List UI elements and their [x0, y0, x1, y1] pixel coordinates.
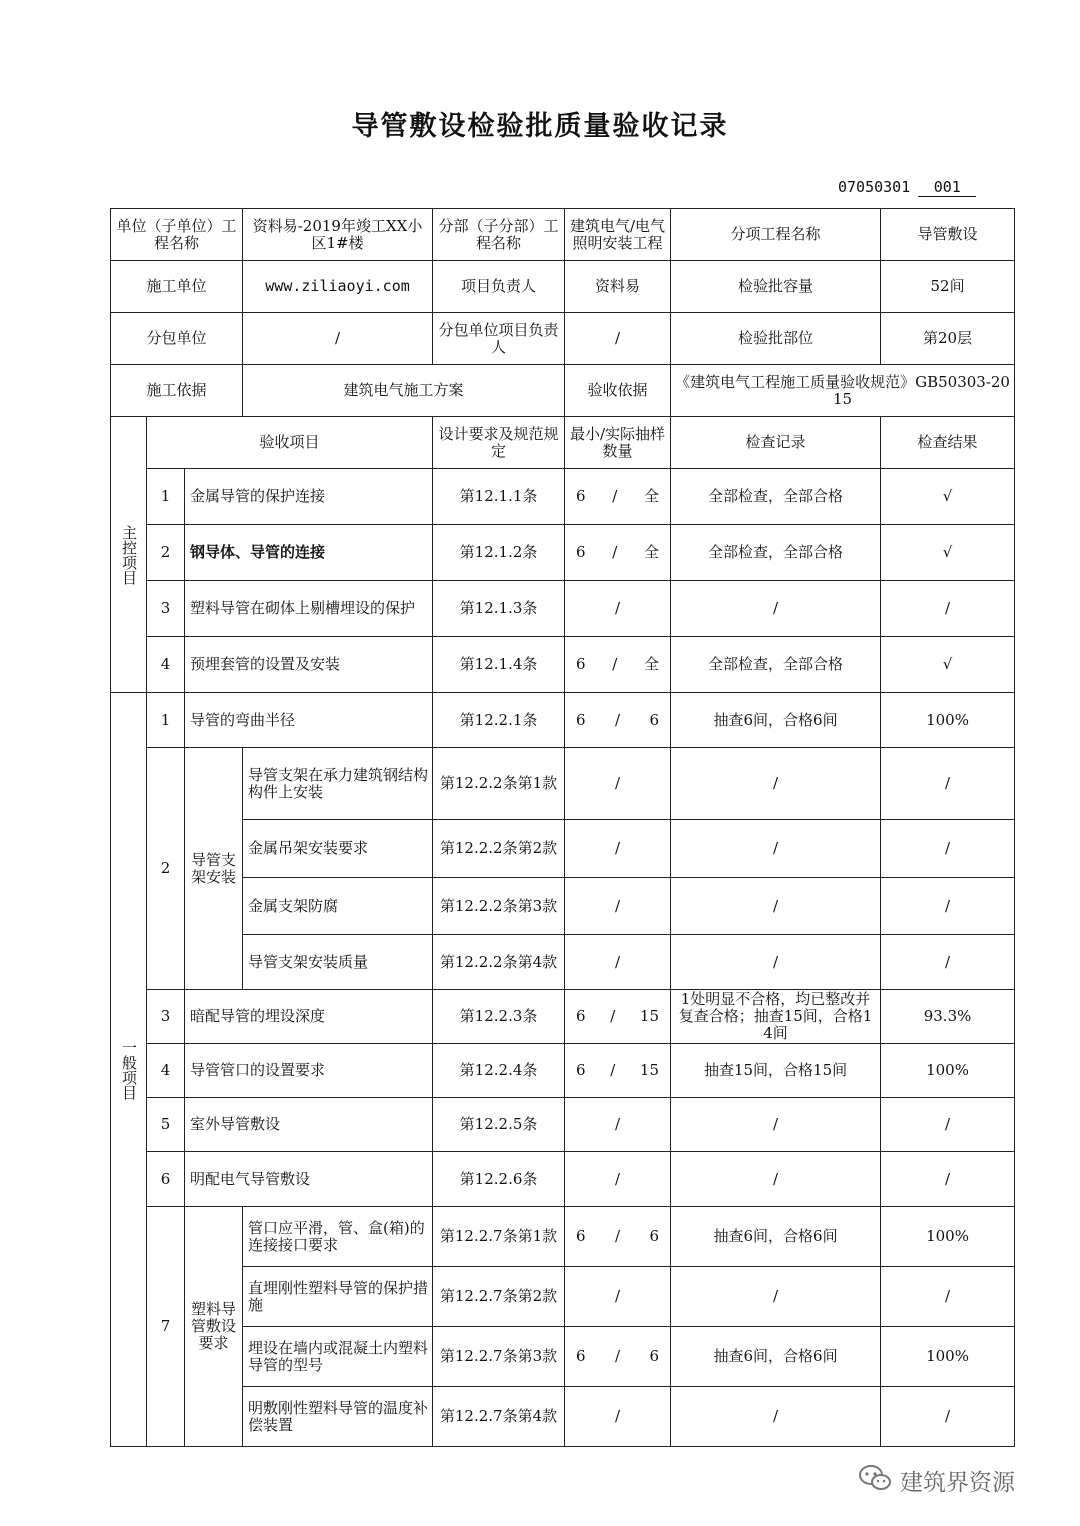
sub-item-name: 明敷刚性塑料导管的温度补偿装置 [243, 1387, 433, 1447]
table-row [111, 1098, 1015, 1152]
sample-sep: / [612, 543, 618, 561]
capacity-value: 52间 [881, 261, 1015, 313]
item-record: 全部检查，全部合格 [671, 469, 881, 525]
inspection-table [110, 208, 1015, 1447]
table-row [111, 820, 1015, 878]
subcontract-value: / [243, 313, 433, 365]
sample-min: 6 [576, 1347, 586, 1365]
item-sample [565, 1207, 671, 1267]
table-row [111, 1387, 1015, 1447]
watermark-text: 建筑界资源 [900, 1469, 1015, 1496]
sample-sep: / [610, 1061, 616, 1079]
item-clause: 第12.2.7条第1款 [433, 1207, 565, 1267]
item-result: √ [881, 525, 1015, 581]
item-name: 预埋套管的设置及安装 [185, 637, 433, 693]
item-result: / [881, 1098, 1015, 1152]
page-title: 导管敷设检验批质量验收记录 [351, 111, 729, 142]
item-clause: 第12.2.6条 [433, 1152, 565, 1207]
item-result: 100% [881, 1207, 1015, 1267]
item-sample: / [565, 935, 671, 990]
builder-value: www.ziliaoyi.com [243, 261, 433, 313]
item-clause: 第12.1.4条 [433, 637, 565, 693]
table-row [111, 1207, 1015, 1267]
sample-actual: 6 [649, 1347, 660, 1365]
sample-min: 6 [576, 543, 586, 561]
unit-label: 单位（子单位）工程名称 [111, 209, 243, 261]
submgr-label: 分包单位项目负责人 [433, 313, 565, 365]
item-sample [565, 469, 671, 525]
col-record: 检查记录 [671, 417, 881, 469]
item-sample: / [565, 581, 671, 637]
item-sample: / [565, 748, 671, 820]
col-design: 设计要求及规范规定 [433, 417, 565, 469]
item-value: 导管敷设 [881, 209, 1015, 261]
basis-label: 施工依据 [111, 365, 243, 417]
sample-actual: 15 [639, 1061, 660, 1079]
sample-min: 6 [576, 1227, 586, 1245]
item-clause: 第12.2.2条第1款 [433, 748, 565, 820]
item-sample: / [565, 1098, 671, 1152]
col-result: 检查结果 [881, 417, 1015, 469]
table-row [111, 1044, 1015, 1098]
location-value: 第20层 [881, 313, 1015, 365]
item-clause: 第12.2.4条 [433, 1044, 565, 1098]
unit-value: 资料易-2019年竣工XX小区1#楼 [243, 209, 433, 261]
item-record: / [671, 878, 881, 935]
item-name: 暗配导管的埋设深度 [185, 990, 433, 1044]
record-code [838, 178, 1014, 197]
item-result: / [881, 820, 1015, 878]
general-group-cell [111, 693, 147, 1447]
item-record: / [671, 581, 881, 637]
table-row [111, 878, 1015, 935]
item-record: 抽查6间，合格6间 [671, 1327, 881, 1387]
sample-sep: / [612, 487, 618, 505]
sub-item-name: 导管支架安装质量 [243, 935, 433, 990]
sub-item-name: 直埋刚性塑料导管的保护措施 [243, 1267, 433, 1327]
submgr-value: / [565, 313, 671, 365]
item-record: / [671, 1152, 881, 1207]
item-result: / [881, 935, 1015, 990]
main-group-cell [111, 417, 147, 693]
item-record: / [671, 1387, 881, 1447]
item-name: 室外导管敷设 [185, 1098, 433, 1152]
column-header-row [111, 417, 1015, 469]
sample-actual: 6 [649, 710, 660, 729]
item-record: 抽查15间，合格15间 [671, 1044, 881, 1098]
item-sample [565, 525, 671, 581]
sub-label: 分部（子分部）工程名称 [433, 209, 565, 261]
item-record: 全部检查，全部合格 [671, 637, 881, 693]
item-result: √ [881, 469, 1015, 525]
sub-item-name: 埋设在墙内或混凝土内塑料导管的型号 [243, 1327, 433, 1387]
subcontract-label: 分包单位 [111, 313, 243, 365]
item-clause: 第12.2.2条第2款 [433, 820, 565, 878]
item-sample: / [565, 878, 671, 935]
builder-label: 施工单位 [111, 261, 243, 313]
item-clause: 第12.2.2条第3款 [433, 878, 565, 935]
sample-min: 6 [576, 487, 586, 505]
sample-min: 6 [576, 710, 586, 729]
item-clause: 第12.1.2条 [433, 525, 565, 581]
item-result: / [881, 1152, 1015, 1207]
sample-actual: 6 [649, 1227, 660, 1245]
item-record: / [671, 1267, 881, 1327]
accept-value: 《建筑电气工程施工质量验收规范》GB50303-2015 [671, 365, 1015, 417]
item-record: 1处明显不合格，均已整改并复查合格；抽查15间，合格14间 [671, 990, 881, 1044]
item-no: 7 [147, 1207, 185, 1447]
sample-actual: 全 [644, 655, 660, 673]
item-no: 1 [147, 693, 185, 748]
code-serial: 001 [918, 178, 976, 197]
sub-item-name: 管口应平滑，管、盒(箱)的连接接口要求 [243, 1207, 433, 1267]
header-row-2 [111, 261, 1015, 313]
item-record: / [671, 1098, 881, 1152]
table-row [111, 990, 1015, 1044]
table-row [111, 1152, 1015, 1207]
sample-min: 6 [576, 1007, 586, 1025]
item-label: 分项工程名称 [671, 209, 881, 261]
item-sample: / [565, 820, 671, 878]
item-result: 93.3% [881, 990, 1015, 1044]
table-row [111, 693, 1015, 748]
table-row [111, 1267, 1015, 1327]
item-no: 3 [147, 990, 185, 1044]
item-sample [565, 1044, 671, 1098]
item-no: 2 [147, 525, 185, 581]
item-result: 100% [881, 1044, 1015, 1098]
item-name: 明配电气导管敷设 [185, 1152, 433, 1207]
capacity-label: 检验批容量 [671, 261, 881, 313]
item-clause: 第12.2.7条第3款 [433, 1327, 565, 1387]
sample-sep: / [615, 1227, 621, 1245]
item-clause: 第12.1.3条 [433, 581, 565, 637]
item-no: 1 [147, 469, 185, 525]
item-name: 导管的弯曲半径 [185, 693, 433, 748]
item-no: 4 [147, 1044, 185, 1098]
item-clause: 第12.2.7条第4款 [433, 1387, 565, 1447]
sample-min: 6 [576, 655, 586, 673]
table-row [111, 581, 1015, 637]
item-sample [565, 1327, 671, 1387]
general-group-label: 一般项目 [120, 1039, 138, 1100]
item-result: / [881, 1387, 1015, 1447]
item-result: 100% [881, 693, 1015, 748]
item-sample: / [565, 1387, 671, 1447]
watermark [858, 1462, 1058, 1498]
item-result: / [881, 1267, 1015, 1327]
sub-value: 建筑电气/电气照明安装工程 [565, 209, 671, 261]
item-sample [565, 637, 671, 693]
item-clause: 第12.2.5条 [433, 1098, 565, 1152]
item-sample: / [565, 1267, 671, 1327]
accept-label: 验收依据 [565, 365, 671, 417]
manager-label: 项目负责人 [433, 261, 565, 313]
item-result: / [881, 748, 1015, 820]
item-result: √ [881, 637, 1015, 693]
sub-item-name: 金属吊架安装要求 [243, 820, 433, 878]
col-sample: 最小/实际抽样数量 [565, 417, 671, 469]
sample-sep: / [615, 710, 621, 729]
sample-sep: / [610, 1007, 616, 1025]
item-sample: / [565, 1152, 671, 1207]
item-no: 4 [147, 637, 185, 693]
sample-actual: 15 [639, 1007, 660, 1025]
code-main: 07050301 [838, 178, 911, 196]
sample-actual: 全 [644, 543, 660, 561]
sample-actual: 全 [644, 487, 660, 505]
sample-sep: / [612, 655, 618, 673]
table-row [111, 469, 1015, 525]
item-record: 抽查6间，合格6间 [671, 693, 881, 748]
item-group-name: 导管支架安装 [185, 748, 243, 990]
table-row [111, 637, 1015, 693]
item-clause: 第12.1.1条 [433, 469, 565, 525]
table-row [111, 935, 1015, 990]
item-name: 导管管口的设置要求 [185, 1044, 433, 1098]
item-clause: 第12.2.7条第2款 [433, 1267, 565, 1327]
item-sample [565, 990, 671, 1044]
table-row [111, 525, 1015, 581]
item-sample [565, 693, 671, 748]
item-no: 2 [147, 748, 185, 990]
table-row [111, 748, 1015, 820]
item-name: 金属导管的保护连接 [185, 469, 433, 525]
item-record: / [671, 820, 881, 878]
item-name: 塑料导管在砌体上剔槽埋设的保护 [185, 581, 433, 637]
item-record: / [671, 748, 881, 820]
header-row-3 [111, 313, 1015, 365]
item-group-name: 塑料导管敷设要求 [185, 1207, 243, 1447]
item-record: 抽查6间，合格6间 [671, 1207, 881, 1267]
item-name: 钢导体、导管的连接 [185, 525, 433, 581]
item-clause: 第12.2.3条 [433, 990, 565, 1044]
item-result: 100% [881, 1327, 1015, 1387]
header-row-4 [111, 365, 1015, 417]
item-result: / [881, 878, 1015, 935]
header-row-1 [111, 209, 1015, 261]
sub-item-name: 导管支架在承力建筑钢结构构件上安装 [243, 748, 433, 820]
col-item: 验收项目 [147, 417, 433, 469]
table-row [111, 1327, 1015, 1387]
sample-min: 6 [576, 1061, 586, 1079]
item-record: 全部检查，全部合格 [671, 525, 881, 581]
main-group-label: 主控项目 [120, 524, 138, 585]
item-clause: 第12.2.2条第4款 [433, 935, 565, 990]
sample-sep: / [615, 1347, 621, 1365]
item-no: 6 [147, 1152, 185, 1207]
item-record: / [671, 935, 881, 990]
location-label: 检验批部位 [671, 313, 881, 365]
item-clause: 第12.2.1条 [433, 693, 565, 748]
basis-value: 建筑电气施工方案 [243, 365, 565, 417]
item-no: 3 [147, 581, 185, 637]
item-no: 5 [147, 1098, 185, 1152]
wechat-icon [858, 1463, 892, 1497]
manager-value: 资料易 [565, 261, 671, 313]
item-result: / [881, 581, 1015, 637]
sub-item-name: 金属支架防腐 [243, 878, 433, 935]
